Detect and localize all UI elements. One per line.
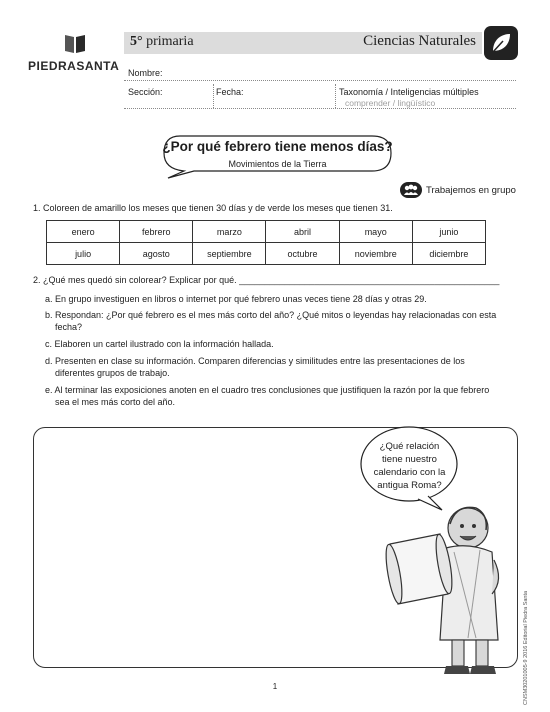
month-cell[interactable]: marzo	[193, 221, 266, 243]
question-1: 1. Coloreen de amarillo los meses que tienen 30 días y de verde los meses que tienen 31.	[33, 203, 393, 213]
page-title: ¿Por qué febrero tiene menos días?	[162, 139, 393, 154]
page-subtitle: Movimientos de la Tierra	[228, 159, 327, 169]
table-row	[47, 243, 486, 265]
brand-logo: PIEDRASANTA	[28, 59, 120, 73]
month-cell[interactable]: agosto	[120, 243, 193, 265]
group-icon	[400, 182, 422, 198]
item-a: a. En grupo investiguen en libros o internet por qué febrero unas veces tiene 28 días y otras 29.	[45, 294, 427, 304]
table-row	[47, 221, 486, 243]
speech-line: tiene nuestro	[382, 454, 437, 465]
speech-line: ¿Qué relación	[379, 441, 440, 452]
month-cell[interactable]: febrero	[120, 221, 193, 243]
taxonomy-values: comprender / lingüístico	[345, 98, 436, 108]
month-cell[interactable]: abril	[266, 221, 339, 243]
copyright-vertical	[523, 555, 535, 705]
months-table	[46, 220, 486, 265]
subject-title: Ciencias Naturales	[363, 33, 476, 49]
question-2: 2. ¿Qué mes quedó sin colorear? Explicar por qué. ____________________________________________________	[33, 275, 500, 285]
month-cell[interactable]: septiembre	[193, 243, 266, 265]
date-label: Fecha:	[216, 87, 244, 97]
item-e-cont: sea el mes más corto del año.	[55, 397, 176, 407]
month-cell[interactable]: octubre	[266, 243, 339, 265]
speech-text	[364, 440, 455, 492]
month-cell[interactable]: mayo	[339, 221, 412, 243]
book-logo-icon	[63, 32, 87, 54]
month-cell[interactable]: diciembre	[412, 243, 485, 265]
speech-line: calendario con la	[373, 467, 446, 478]
leaf-icon	[484, 26, 518, 60]
month-cell[interactable]: noviembre	[339, 243, 412, 265]
field-divider	[335, 84, 337, 108]
month-cell[interactable]: enero	[47, 221, 120, 243]
name-field[interactable]	[124, 80, 516, 81]
item-b-cont: fecha?	[55, 322, 83, 332]
section-date-field[interactable]	[124, 108, 516, 109]
item-b: b. Respondan: ¿Por qué febrero es el mes más corto del año? ¿Qué mitos o leyendas hay relacionadas con esta	[45, 310, 497, 320]
taxonomy-label: Taxonomía / Inteligencias múltiples	[339, 87, 479, 97]
group-work-label: Trabajemos en grupo	[426, 185, 516, 196]
copyright-text: CNSM30201005-9 2016 Editorial Piedra Santa	[523, 590, 529, 705]
name-label: Nombre:	[128, 68, 163, 78]
page-number: 1	[272, 682, 278, 691]
month-cell[interactable]: julio	[47, 243, 120, 265]
item-d: d. Presenten en clase su información. Comparen diferencias y similitudes entre las presentaciones de los	[45, 356, 465, 366]
month-cell[interactable]: junio	[412, 221, 485, 243]
roman-man-illustration	[376, 490, 506, 680]
item-c: c. Elaboren un cartel ilustrado con la información hallada.	[45, 339, 274, 349]
grade-number: 5°	[130, 34, 143, 49]
speech-line: antigua Roma?	[377, 480, 442, 491]
section-label: Sección:	[128, 87, 163, 97]
grade-level: primaria	[146, 34, 194, 49]
item-e: e. Al terminar las exposiciones anoten en el cuadro tres conclusiones que justifiquen la razón por la que febrero	[45, 385, 490, 395]
field-divider	[213, 84, 215, 108]
item-d-cont: diferentes grupos de trabajo.	[55, 368, 170, 378]
grade-label	[130, 34, 194, 50]
